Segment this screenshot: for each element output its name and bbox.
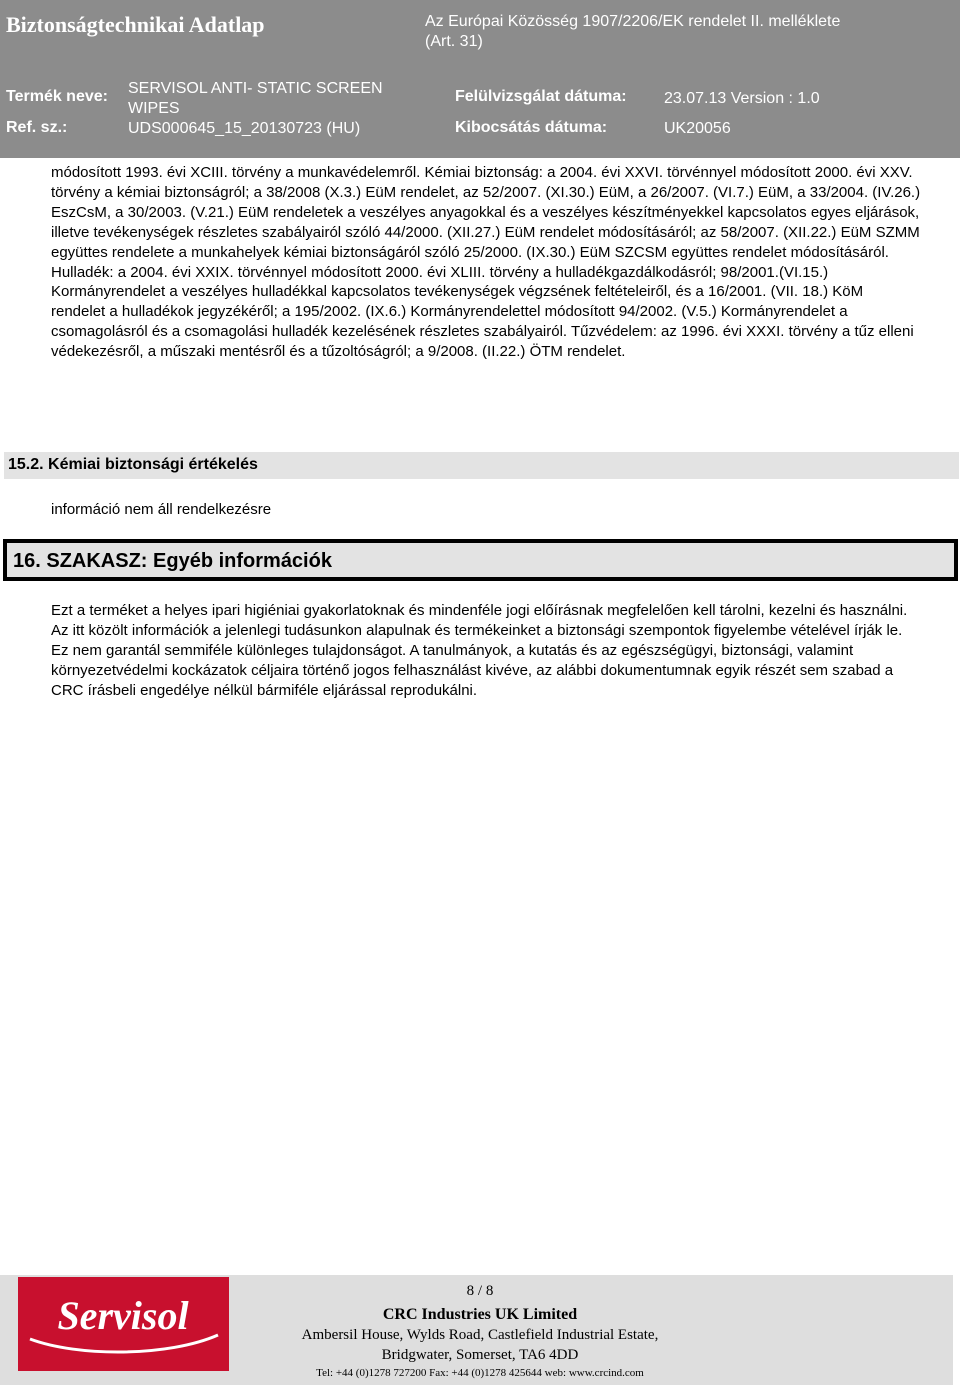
product-name-value: SERVISOL ANTI- STATIC SCREEN WIPES [128, 80, 383, 117]
legislation-paragraph: módosított 1993. évi XCIII. törvény a munkavédelemről. Kémiai biztonság: a 2004. évi XXVI. törvénnyel módosított 2000. évi XXV. törvény a kémiai biztonságról; a 38/2008 (X.3.) EüM rendelet, az 52/2007. (XI.30.) EüM, a 26/2007. (VI.7.) EüM, a 33/2004. (IV.26.) EszCsM, a 30/2003. (V.21.) EüM rendeletek a veszélyes anyagokkal és a veszélyes készítményekkel kapcsolatos egyes eljárások, illetve tevékenységek részletes szabályairól szóló 44/2000. (XII.27.) EüM rendelet módosításáról; az 58/2007. (XII.22.) EüM SZMM együttes rendelete a munkahelyek kémiai biztonságáról szóló 25/2000. (IX.30.) EüM SZCSM együttes rendelet módosításáról. Hulladék: a 2004. évi XXIX. törvénnyel módosított 2000. évi XLIII. törvény a hulladékgazdálkodásról; 98/2001.(VI.15.) Kormányrendelet a veszélyes hulladékkal kapcsolatos tevékenységek végzsének feltételeiről, és a 16/2001. (VII. 18.) KöM rendelet a hulladékok jegyzékéről; a 195/2002. (IX.6.) Kormányrendelettel módosított 94/2002. (V.5.) Kormányrendelet a csomagolásról és a csomagolási hulladék kezelésének részletes szabályairól. Tűzvédelem: az 1996. évi XXXI. törvény a tűz elleni védekezésről, a műszaki mentésről és a tűzoltóságról; a 9/2008. (II.22.) ÖTM rendelet. [51, 164, 921, 361]
company-address-line-2: Bridgwater, Somerset, TA6 4DD [381, 1347, 579, 1363]
company-address-line-1: Ambersil House, Wylds Road, Castlefield Industrial Estate, [301, 1327, 659, 1343]
logo-wordmark: Servisol [57, 1293, 189, 1338]
document-title: Biztonságtechnikai Adatlap [6, 12, 265, 37]
subsection-text: információ nem áll rendelkezésre [51, 501, 272, 518]
review-date-label: Felülvizsgálat dátuma: [455, 88, 627, 105]
regulation-reference: Az Európai Közösség 1907/2206/EK rendelet II. melléklete (Art. 31) [425, 13, 841, 50]
subsection-heading-15-2: 15.2. Kémiai biztonsági értékelés [4, 452, 959, 479]
page-number: 8 / 8 [466, 1283, 494, 1299]
ref-number-label: Ref. sz.: [6, 119, 68, 136]
ref-number-value: UDS000645_15_20130723 (HU) [128, 120, 361, 137]
product-name-label: Termék neve: [6, 88, 108, 105]
servisol-logo [18, 1277, 229, 1371]
company-contact: Tel: +44 (0)1278 727200 Fax: +44 (0)1278 425644 web: www.crcind.com [316, 1367, 644, 1379]
other-information-paragraph: Ezt a terméket a helyes ipari higiéniai gyakorlatoknak és mindenféle jogi előírásnak megfelelően kell tárolni, kezelni és használni. Az itt közölt információk a jelenlegi tudásunkon alapulnak és termékeinket a biztonsági szempontok figyelembe vételével írják le. Ez nem garantál semmiféle különleges tulajdonságot. A tanulmányok, a kutatás és az egészségügyi, biztonsági, valamint környezetvédelmi kockázatok céljaira történő jogos felhasználást kivéve, az alábbi dokumentumnak egyik részét sem szabad a CRC írásbeli engedélye nélkül bármiféle eljárással reprodukálni. [51, 602, 908, 699]
section-heading-16: 16. SZAKASZ: Egyéb információk [3, 539, 958, 581]
document-header [0, 0, 960, 158]
review-date-value: 23.07.13 Version : 1.0 [664, 90, 820, 107]
issue-date-label: Kibocsátás dátuma: [455, 119, 608, 136]
company-name: CRC Industries UK Limited [382, 1306, 578, 1323]
issue-date-value: UK20056 [664, 120, 731, 137]
